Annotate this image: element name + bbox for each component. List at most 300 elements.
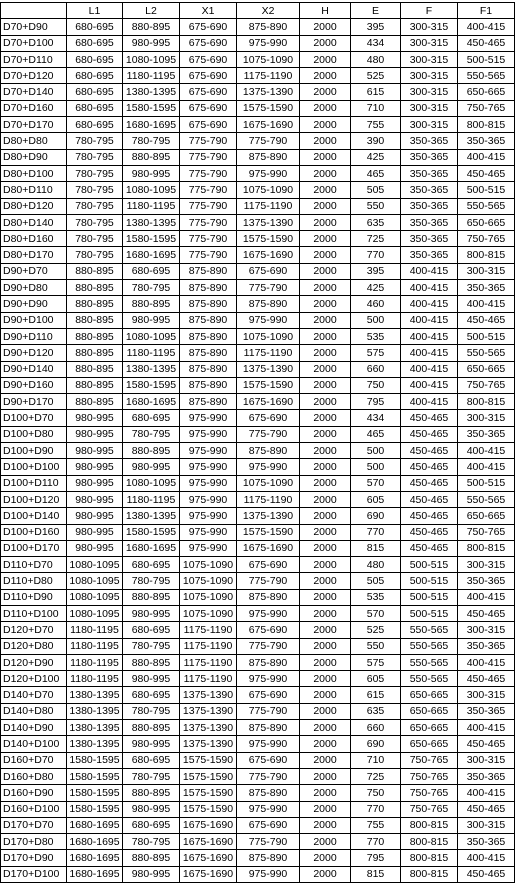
table-cell: 770: [351, 834, 401, 850]
table-cell: 400-415: [401, 377, 458, 393]
table-cell: 400-415: [458, 19, 515, 35]
row-label-cell: D70+D160: [1, 100, 67, 116]
table-cell: 1180-1195: [123, 345, 180, 361]
table-row: [1, 589, 515, 605]
table-cell: 1580-1595: [67, 752, 123, 768]
row-label-cell: D160+D70: [1, 752, 67, 768]
table-cell: 750-765: [458, 100, 515, 116]
row-label-cell: D80+D80: [1, 133, 67, 149]
table-cell: 875-890: [237, 149, 300, 165]
table-cell: 675-690: [237, 263, 300, 279]
table-cell: 800-815: [458, 394, 515, 410]
table-cell: 875-890: [180, 312, 237, 328]
table-cell: 875-890: [180, 394, 237, 410]
table-cell: 2000: [300, 768, 351, 784]
table-cell: 880-895: [67, 345, 123, 361]
table-cell: 875-890: [237, 19, 300, 35]
table-cell: 770: [351, 247, 401, 263]
table-cell: 750-765: [401, 785, 458, 801]
table-cell: 1680-1695: [123, 540, 180, 556]
table-cell: 1680-1695: [67, 817, 123, 833]
table-cell: 2000: [300, 19, 351, 35]
table-cell: 1375-1390: [180, 736, 237, 752]
table-cell: 525: [351, 622, 401, 638]
table-cell: 675-690: [180, 51, 237, 67]
table-cell: 680-695: [123, 752, 180, 768]
row-label-cell: D170+D80: [1, 834, 67, 850]
row-label-cell: D160+D90: [1, 785, 67, 801]
row-label-cell: D90+D80: [1, 280, 67, 296]
table-cell: 675-690: [237, 687, 300, 703]
row-label-cell: D160+D100: [1, 801, 67, 817]
table-cell: 800-815: [401, 866, 458, 882]
table-cell: 1180-1195: [123, 491, 180, 507]
table-cell: 880-895: [67, 394, 123, 410]
table-cell: 2000: [300, 720, 351, 736]
table-cell: 680-695: [67, 19, 123, 35]
table-cell: 1680-1695: [123, 394, 180, 410]
table-row: [1, 149, 515, 165]
table-cell: 780-795: [67, 133, 123, 149]
table-cell: 770: [351, 801, 401, 817]
table-cell: 725: [351, 768, 401, 784]
table-cell: 434: [351, 410, 401, 426]
row-label-cell: D160+D80: [1, 768, 67, 784]
header-cell-f1: F1: [458, 3, 515, 19]
table-cell: 1580-1595: [123, 100, 180, 116]
table-cell: 2000: [300, 247, 351, 263]
table-cell: 450-465: [458, 605, 515, 621]
table-row: [1, 671, 515, 687]
table-cell: 300-315: [401, 19, 458, 35]
table-row: [1, 866, 515, 882]
table-cell: 1575-1590: [237, 231, 300, 247]
table-cell: 550-565: [401, 654, 458, 670]
table-cell: 775-790: [180, 182, 237, 198]
table-cell: 395: [351, 263, 401, 279]
table-row: [1, 312, 515, 328]
row-label-cell: D80+D160: [1, 231, 67, 247]
table-cell: 675-690: [180, 117, 237, 133]
table-cell: 400-415: [401, 361, 458, 377]
table-cell: 980-995: [123, 801, 180, 817]
table-cell: 875-890: [180, 361, 237, 377]
table-cell: 575: [351, 345, 401, 361]
table-cell: 300-315: [401, 51, 458, 67]
table-cell: 350-365: [401, 214, 458, 230]
table-cell: 550-565: [401, 671, 458, 687]
table-cell: 815: [351, 540, 401, 556]
table-cell: 975-990: [180, 491, 237, 507]
table-cell: 2000: [300, 312, 351, 328]
table-row: [1, 540, 515, 556]
table-cell: 775-790: [180, 165, 237, 181]
table-row: [1, 345, 515, 361]
table-cell: 980-995: [123, 35, 180, 51]
table-cell: 1375-1390: [180, 720, 237, 736]
table-cell: 465: [351, 426, 401, 442]
table-row: [1, 263, 515, 279]
table-cell: 480: [351, 557, 401, 573]
table-cell: 1580-1595: [67, 801, 123, 817]
table-cell: 875-890: [180, 377, 237, 393]
header-cell-l1: L1: [67, 3, 123, 19]
table-cell: 2000: [300, 426, 351, 442]
table-cell: 635: [351, 214, 401, 230]
table-cell: 780-795: [67, 214, 123, 230]
row-label-cell: D80+D120: [1, 198, 67, 214]
table-cell: 750: [351, 377, 401, 393]
table-row: [1, 703, 515, 719]
table-cell: 880-895: [67, 296, 123, 312]
table-cell: 2000: [300, 736, 351, 752]
row-label-cell: D80+D110: [1, 182, 67, 198]
table-cell: 775-790: [237, 573, 300, 589]
row-label-cell: D100+D70: [1, 410, 67, 426]
table-cell: 880-895: [67, 263, 123, 279]
table-cell: 300-315: [458, 622, 515, 638]
table-cell: 1375-1390: [180, 687, 237, 703]
table-cell: 800-815: [401, 850, 458, 866]
table-cell: 1175-1190: [237, 68, 300, 84]
table-cell: 725: [351, 231, 401, 247]
table-header: [1, 3, 515, 19]
table-cell: 650-665: [401, 720, 458, 736]
table-row: [1, 785, 515, 801]
table-cell: 2000: [300, 540, 351, 556]
table-cell: 750-765: [458, 231, 515, 247]
table-cell: 975-990: [180, 540, 237, 556]
table-cell: 505: [351, 573, 401, 589]
table-cell: 650-665: [401, 736, 458, 752]
table-cell: 300-315: [458, 557, 515, 573]
table-cell: 980-995: [67, 475, 123, 491]
table-cell: 1575-1590: [180, 785, 237, 801]
table-cell: 300-315: [458, 817, 515, 833]
table-row: [1, 394, 515, 410]
table-cell: 570: [351, 605, 401, 621]
table-cell: 750-765: [458, 524, 515, 540]
table-cell: 1575-1590: [180, 752, 237, 768]
table-row: [1, 84, 515, 100]
table-cell: 650-665: [458, 508, 515, 524]
table-cell: 2000: [300, 508, 351, 524]
table-cell: 980-995: [67, 524, 123, 540]
table-row: [1, 296, 515, 312]
table-cell: 975-990: [180, 524, 237, 540]
table-cell: 350-365: [458, 638, 515, 654]
table-cell: 550-565: [401, 622, 458, 638]
header-row: [1, 3, 515, 19]
table-cell: 1180-1195: [67, 622, 123, 638]
table-cell: 350-365: [458, 573, 515, 589]
table-cell: 1675-1690: [180, 850, 237, 866]
table-cell: 500-515: [401, 557, 458, 573]
table-cell: 1175-1190: [237, 198, 300, 214]
table-cell: 1675-1690: [180, 817, 237, 833]
table-cell: 300-315: [401, 68, 458, 84]
table-cell: 350-365: [401, 182, 458, 198]
table-cell: 675-690: [180, 100, 237, 116]
table-cell: 680-695: [67, 51, 123, 67]
table-cell: 550-565: [458, 345, 515, 361]
table-cell: 980-995: [123, 459, 180, 475]
row-label-cell: D120+D70: [1, 622, 67, 638]
table-cell: 434: [351, 35, 401, 51]
row-label-cell: D100+D100: [1, 459, 67, 475]
table-cell: 690: [351, 736, 401, 752]
table-cell: 450-465: [401, 524, 458, 540]
table-cell: 1675-1690: [237, 117, 300, 133]
table-cell: 775-790: [180, 198, 237, 214]
table-cell: 2000: [300, 51, 351, 67]
table-cell: 500-515: [401, 573, 458, 589]
table-cell: 1380-1395: [67, 687, 123, 703]
table-cell: 535: [351, 328, 401, 344]
table-row: [1, 182, 515, 198]
table-row: [1, 508, 515, 524]
table-cell: 980-995: [123, 312, 180, 328]
row-label-cell: D110+D100: [1, 605, 67, 621]
row-label-cell: D170+D70: [1, 817, 67, 833]
table-cell: 525: [351, 68, 401, 84]
table-cell: 460: [351, 296, 401, 312]
table-cell: 980-995: [67, 410, 123, 426]
table-cell: 880-895: [123, 19, 180, 35]
table-cell: 2000: [300, 394, 351, 410]
table-cell: 2000: [300, 654, 351, 670]
table-cell: 980-995: [67, 508, 123, 524]
table-cell: 650-665: [401, 687, 458, 703]
table-cell: 680-695: [67, 117, 123, 133]
table-cell: 975-990: [237, 801, 300, 817]
table-row: [1, 573, 515, 589]
table-cell: 425: [351, 149, 401, 165]
table-row: [1, 834, 515, 850]
table-cell: 975-990: [237, 165, 300, 181]
table-cell: 2000: [300, 866, 351, 882]
table-cell: 300-315: [458, 687, 515, 703]
table-cell: 1075-1090: [237, 51, 300, 67]
table-cell: 875-890: [237, 785, 300, 801]
table-cell: 300-315: [401, 35, 458, 51]
table-row: [1, 377, 515, 393]
table-cell: 775-790: [237, 280, 300, 296]
table-cell: 800-815: [458, 117, 515, 133]
table-cell: 350-365: [458, 426, 515, 442]
table-cell: 680-695: [67, 84, 123, 100]
table-cell: 780-795: [123, 573, 180, 589]
table-cell: 450-465: [458, 165, 515, 181]
table-cell: 1580-1595: [123, 377, 180, 393]
table-cell: 450-465: [458, 736, 515, 752]
table-cell: 980-995: [123, 605, 180, 621]
table-cell: 675-690: [237, 557, 300, 573]
table-cell: 2000: [300, 165, 351, 181]
table-cell: 980-995: [67, 443, 123, 459]
table-row: [1, 231, 515, 247]
header-cell-x2: X2: [237, 3, 300, 19]
row-label-cell: D140+D80: [1, 703, 67, 719]
table-cell: 615: [351, 84, 401, 100]
table-cell: 2000: [300, 801, 351, 817]
table-cell: 980-995: [67, 540, 123, 556]
table-cell: 980-995: [123, 866, 180, 882]
table-cell: 775-790: [237, 638, 300, 654]
table-cell: 1375-1390: [237, 361, 300, 377]
row-label-cell: D90+D100: [1, 312, 67, 328]
table-cell: 1380-1395: [67, 703, 123, 719]
table-cell: 1080-1095: [123, 51, 180, 67]
table-cell: 2000: [300, 557, 351, 573]
table-cell: 505: [351, 182, 401, 198]
table-cell: 680-695: [67, 100, 123, 116]
table-body: [1, 19, 515, 883]
table-cell: 975-990: [237, 671, 300, 687]
header-cell-x1: X1: [180, 3, 237, 19]
table-cell: 1675-1690: [180, 834, 237, 850]
table-cell: 750: [351, 785, 401, 801]
table-row: [1, 491, 515, 507]
row-label-cell: D100+D140: [1, 508, 67, 524]
table-cell: 2000: [300, 361, 351, 377]
table-cell: 300-315: [401, 84, 458, 100]
table-cell: 780-795: [123, 834, 180, 850]
table-cell: 980-995: [67, 491, 123, 507]
table-cell: 2000: [300, 263, 351, 279]
table-cell: 450-465: [401, 443, 458, 459]
table-cell: 795: [351, 394, 401, 410]
table-cell: 350-365: [458, 133, 515, 149]
table-cell: 500-515: [401, 589, 458, 605]
table-cell: 775-790: [180, 149, 237, 165]
row-label-cell: D70+D140: [1, 84, 67, 100]
table-cell: 400-415: [458, 720, 515, 736]
table-cell: 400-415: [458, 296, 515, 312]
table-cell: 975-990: [180, 443, 237, 459]
table-cell: 550-565: [401, 638, 458, 654]
table-cell: 775-790: [237, 768, 300, 784]
table-cell: 1675-1690: [237, 540, 300, 556]
table-cell: 350-365: [458, 768, 515, 784]
table-cell: 1175-1190: [180, 671, 237, 687]
table-cell: 635: [351, 703, 401, 719]
row-label-cell: D80+D90: [1, 149, 67, 165]
table-cell: 780-795: [67, 165, 123, 181]
table-cell: 450-465: [401, 459, 458, 475]
table-cell: 300-315: [401, 117, 458, 133]
row-label-cell: D70+D90: [1, 19, 67, 35]
table-row: [1, 280, 515, 296]
table-cell: 1080-1095: [67, 589, 123, 605]
table-row: [1, 605, 515, 621]
table-cell: 1575-1590: [237, 524, 300, 540]
table-cell: 450-465: [458, 35, 515, 51]
table-cell: 400-415: [458, 589, 515, 605]
table-cell: 880-895: [123, 149, 180, 165]
table-cell: 465: [351, 165, 401, 181]
row-label-cell: D90+D120: [1, 345, 67, 361]
table-cell: 975-990: [237, 459, 300, 475]
row-label-cell: D80+D140: [1, 214, 67, 230]
table-cell: 400-415: [401, 263, 458, 279]
row-label-cell: D70+D170: [1, 117, 67, 133]
table-cell: 975-990: [180, 459, 237, 475]
table-cell: 780-795: [67, 198, 123, 214]
table-cell: 650-665: [458, 361, 515, 377]
table-cell: 2000: [300, 850, 351, 866]
table-cell: 1375-1390: [237, 214, 300, 230]
table-cell: 400-415: [401, 296, 458, 312]
table-cell: 1680-1695: [67, 834, 123, 850]
table-cell: 450-465: [401, 410, 458, 426]
table-cell: 1180-1195: [67, 671, 123, 687]
table-cell: 980-995: [67, 459, 123, 475]
table-cell: 875-890: [237, 589, 300, 605]
row-label-cell: D100+D170: [1, 540, 67, 556]
table-row: [1, 328, 515, 344]
table-cell: 1575-1590: [180, 768, 237, 784]
row-label-cell: D110+D80: [1, 573, 67, 589]
table-cell: 975-990: [180, 410, 237, 426]
table-cell: 1580-1595: [67, 785, 123, 801]
table-cell: 775-790: [237, 703, 300, 719]
table-cell: 2000: [300, 117, 351, 133]
table-cell: 2000: [300, 475, 351, 491]
table-cell: 400-415: [458, 443, 515, 459]
table-cell: 450-465: [458, 801, 515, 817]
row-label-cell: D90+D140: [1, 361, 67, 377]
table-cell: 780-795: [67, 231, 123, 247]
table-cell: 1575-1590: [237, 377, 300, 393]
table-cell: 1075-1090: [180, 557, 237, 573]
table-cell: 680-695: [123, 410, 180, 426]
table-cell: 450-465: [458, 312, 515, 328]
table-cell: 975-990: [180, 475, 237, 491]
table-cell: 1580-1595: [123, 231, 180, 247]
table-row: [1, 198, 515, 214]
table-cell: 875-890: [237, 720, 300, 736]
table-cell: 1075-1090: [237, 182, 300, 198]
table-cell: 550: [351, 638, 401, 654]
row-label-cell: D70+D120: [1, 68, 67, 84]
table-row: [1, 68, 515, 84]
table-cell: 350-365: [401, 149, 458, 165]
table-row: [1, 19, 515, 35]
table-cell: 2000: [300, 345, 351, 361]
table-cell: 550-565: [458, 198, 515, 214]
table-cell: 800-815: [458, 540, 515, 556]
table-cell: 980-995: [67, 426, 123, 442]
table-cell: 880-895: [123, 720, 180, 736]
table-cell: 2000: [300, 752, 351, 768]
table-cell: 390: [351, 133, 401, 149]
table-cell: 2000: [300, 410, 351, 426]
table-cell: 2000: [300, 524, 351, 540]
table-cell: 755: [351, 817, 401, 833]
table-cell: 350-365: [458, 834, 515, 850]
table-cell: 550-565: [458, 491, 515, 507]
table-cell: 775-790: [237, 426, 300, 442]
row-label-cell: D140+D90: [1, 720, 67, 736]
table-cell: 2000: [300, 703, 351, 719]
table-cell: 880-895: [67, 377, 123, 393]
row-label-cell: D100+D160: [1, 524, 67, 540]
table-cell: 605: [351, 491, 401, 507]
table-cell: 875-890: [180, 263, 237, 279]
table-cell: 975-990: [237, 312, 300, 328]
table-cell: 2000: [300, 377, 351, 393]
